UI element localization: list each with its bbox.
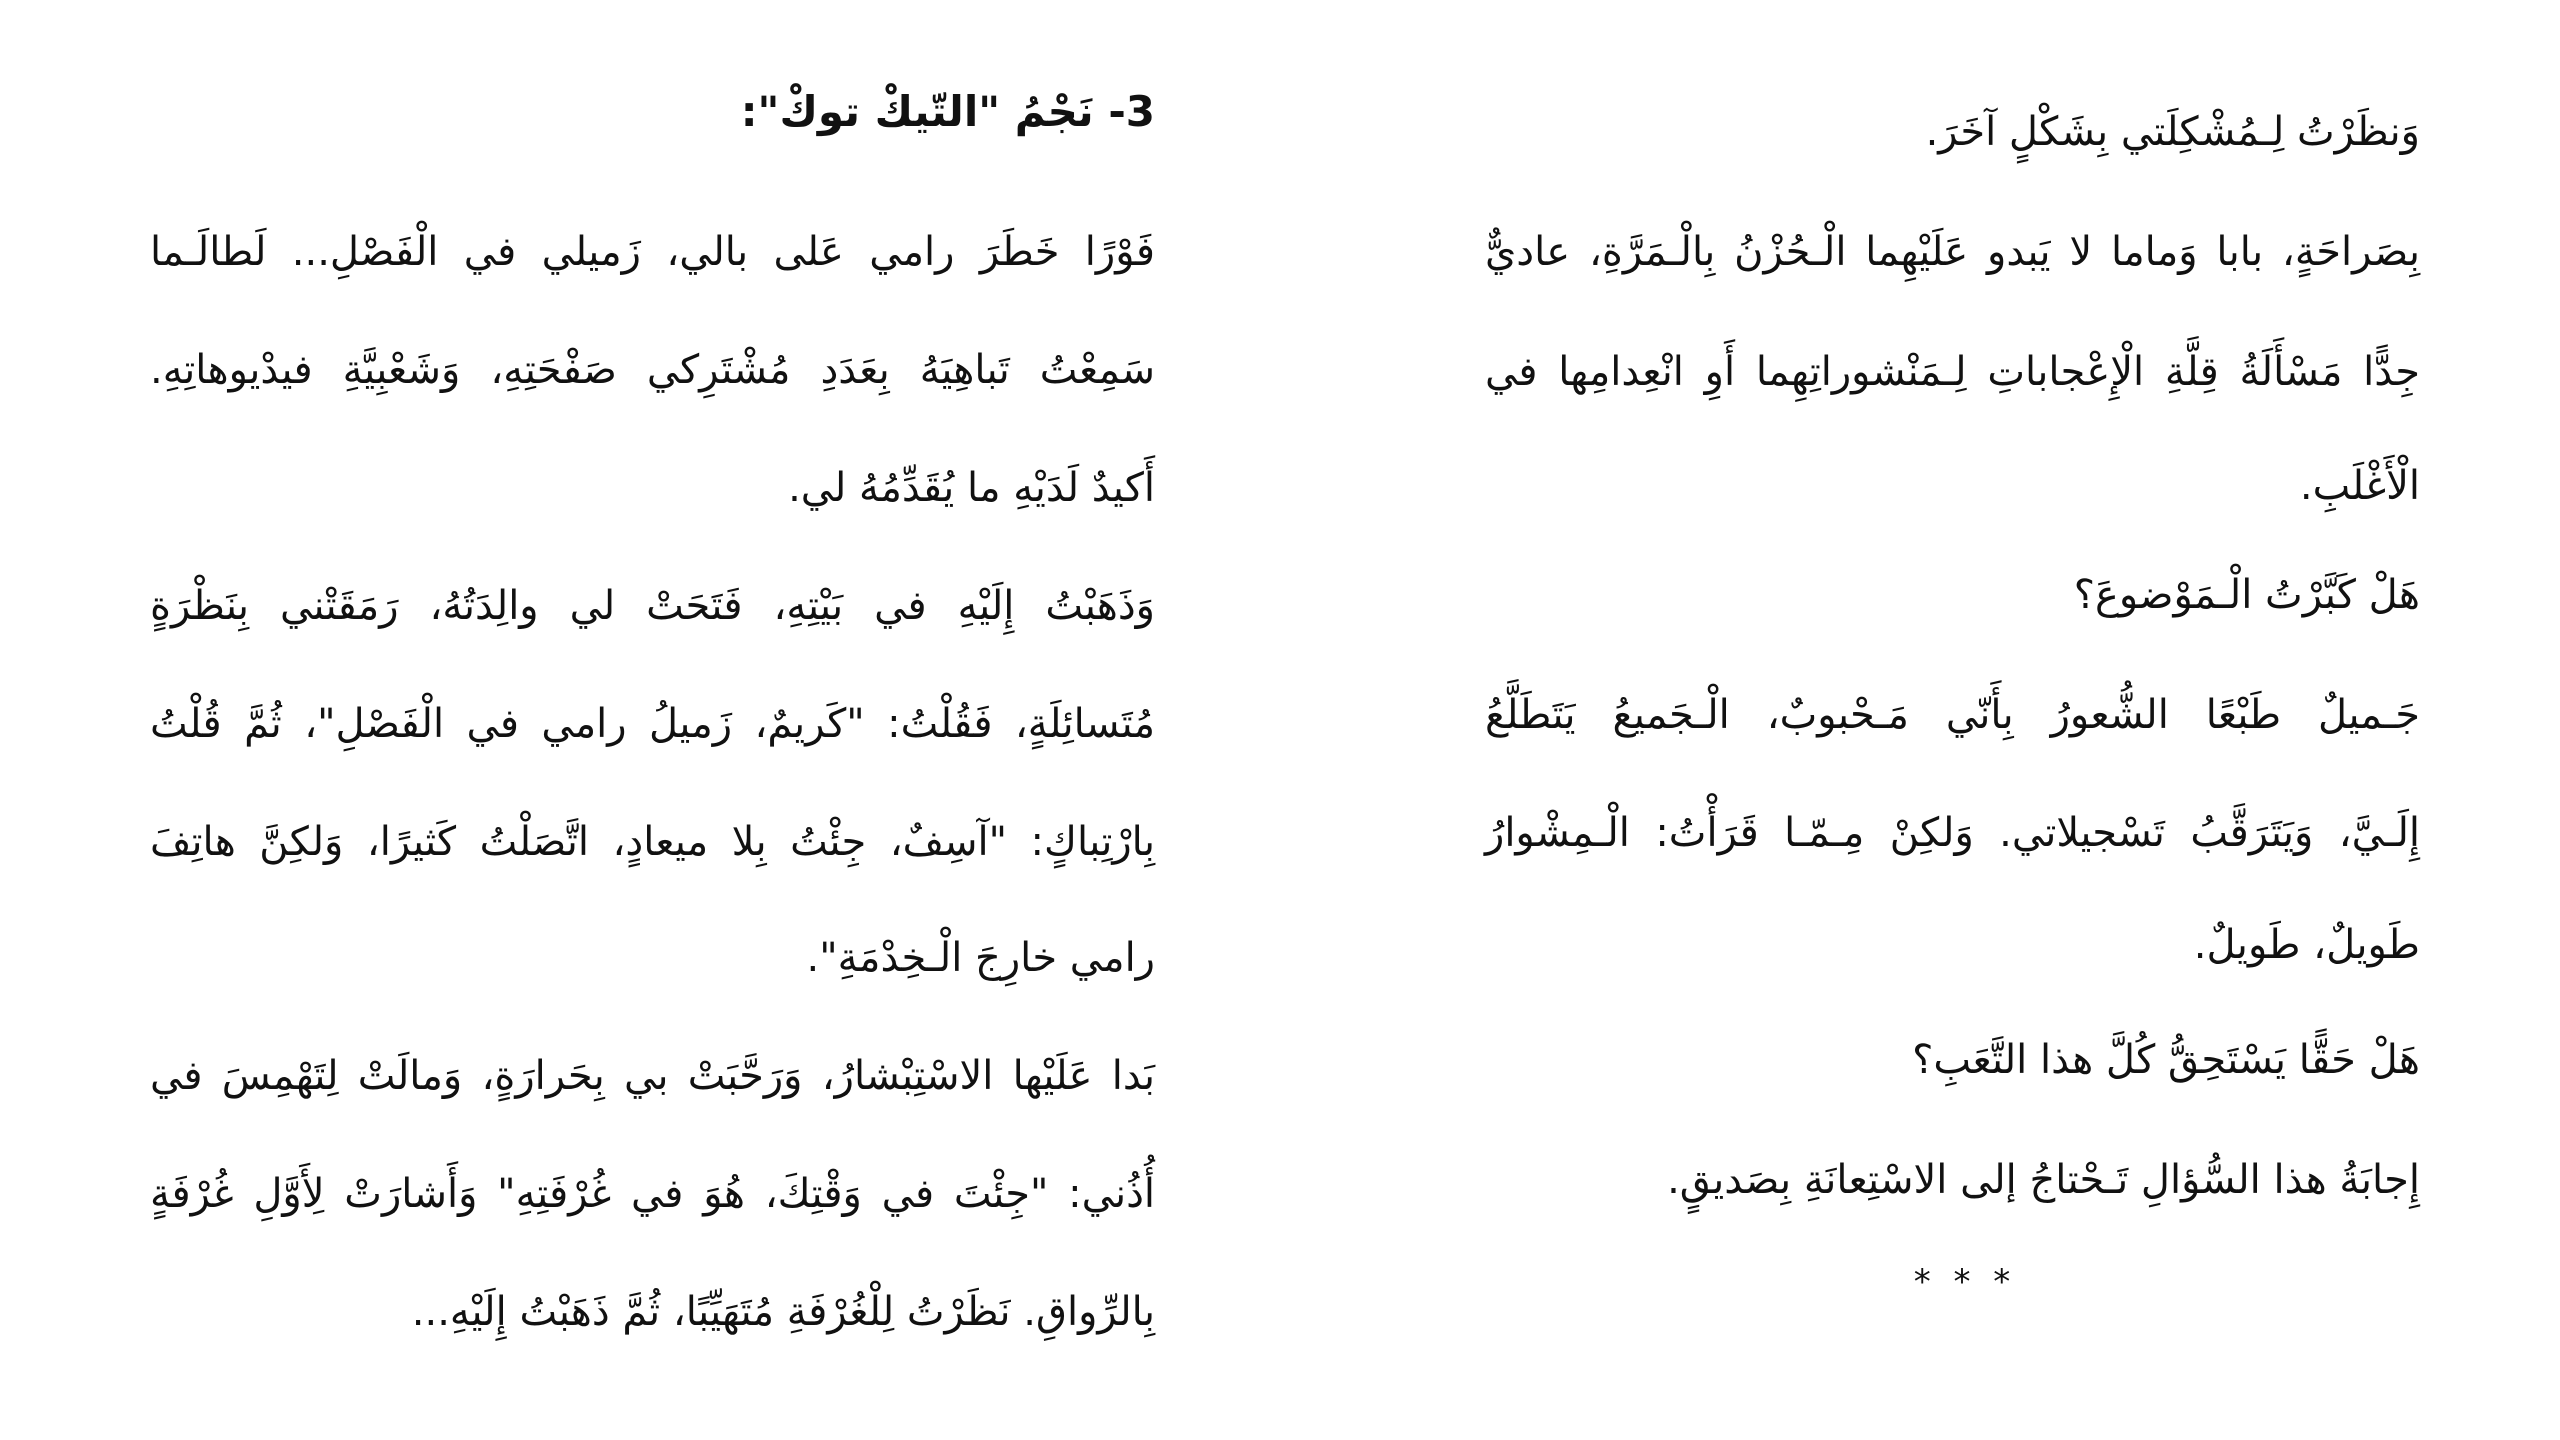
paragraph-line: الْأَغْلَبِ. <box>2299 463 2420 509</box>
paragraph-line: بِصَراحَةٍ، بابا وَماما لا يَبدو عَلَيْهِما الْـحُزْنُ بِالْـمَرَّةِ، عاديٌّ <box>1485 229 2420 275</box>
paragraph-line: وَذَهَبْتُ إِلَيْهِ في بَيْتِهِ، فَتَحَتْ لي والِدَتُهُ، رَمَقَتْني بِنَظْرَةٍ <box>150 583 1155 629</box>
paragraph-line: فَوْرًا خَطَرَ رامي عَلى بالي، زَميلي في الْفَصْلِ... لَطالَـما <box>150 229 1155 275</box>
section-heading: 3- نَجْمُ "التّيكْ توكْ": <box>740 87 1155 136</box>
paragraph-line: رامي خارِجَ الْـخِدْمَةِ". <box>806 935 1155 981</box>
paragraph-line: جِدًّا مَسْأَلَةُ قِلَّةِ الْإِعْجاباتِ لِـمَنْشوراتِهِما أَوِ انْعِدامِها في <box>1485 349 2420 395</box>
paragraph-line: جَـميلٌ طَبْعًا الشُّعورُ بِأَنّي مَـحْبوبٌ، الْـجَميعُ يَتَطَلَّعُ <box>1485 692 2420 738</box>
paragraph-line: بِالرِّواقِ. نَظَرْتُ لِلْغُرْفَةِ مُتَهَيِّبًا، ثُمَّ ذَهَبْتُ إِلَيْهِ... <box>411 1289 1155 1335</box>
paragraph-line: طَويلٌ، طَويلٌ. <box>2193 922 2420 968</box>
paragraph-line: هَلْ كَبَّرْتُ الْـمَوْضوعَ؟ <box>2073 572 2420 618</box>
paragraph-line: أَكيدٌ لَدَيْهِ ما يُقَدِّمُهُ لي. <box>788 465 1155 511</box>
paragraph-line: وَنظَرْتُ لِـمُشْكِلَتي بِشَكْلٍ آخَرَ. <box>1925 109 2420 155</box>
section-separator: * * * <box>1913 1262 2017 1302</box>
paragraph-line: سَمِعْتُ تَباهِيَهُ بِعَدَدِ مُشْتَرِكي صَفْحَتِهِ، وَشَعْبِيَّةِ فيدْيوهاتِهِ. <box>150 347 1155 393</box>
paragraph-line: إِجابَةُ هذا السُّؤالِ تَـحْتاجُ إلى الاسْتِعانَةِ بِصَديقٍ. <box>1667 1157 2420 1203</box>
paragraph-line: مُتَسائِلَةٍ، فَقُلْتُ: "كَريمٌ، زَميلُ رامي في الْفَصْلِ"، ثُمَّ قُلْتُ <box>150 701 1155 747</box>
paragraph-line: بِارْتِباكٍ: "آسِفٌ، جِئْتُ بِلا ميعادٍ، اتَّصَلْتُ كَثيرًا، وَلكِنَّ هاتِفَ <box>150 819 1155 865</box>
paragraph-line: هَلْ حَقًّا يَسْتَحِقُّ كُلَّ هذا التَّعَبِ؟ <box>1912 1037 2420 1083</box>
paragraph-line: أُذُني: "جِئْتَ في وَقْتِكَ، هُوَ في غُرْفَتِهِ" وَأَشارَتْ لِأَوَّلِ غُرْفَةٍ <box>150 1171 1155 1217</box>
paragraph-line: إِلَـيَّ، وَيَتَرَقَّبُ تَسْجيلاتي. وَلكِنْ مِـمّـا قَرَأْتُ: الْـمِشْوارُ <box>1485 810 2420 856</box>
paragraph-line: بَدا عَلَيْها الاسْتِبْشارُ، وَرَحَّبَتْ بي بِحَرارَةٍ، وَمالَتْ لِتَهْمِسَ في <box>150 1053 1155 1099</box>
